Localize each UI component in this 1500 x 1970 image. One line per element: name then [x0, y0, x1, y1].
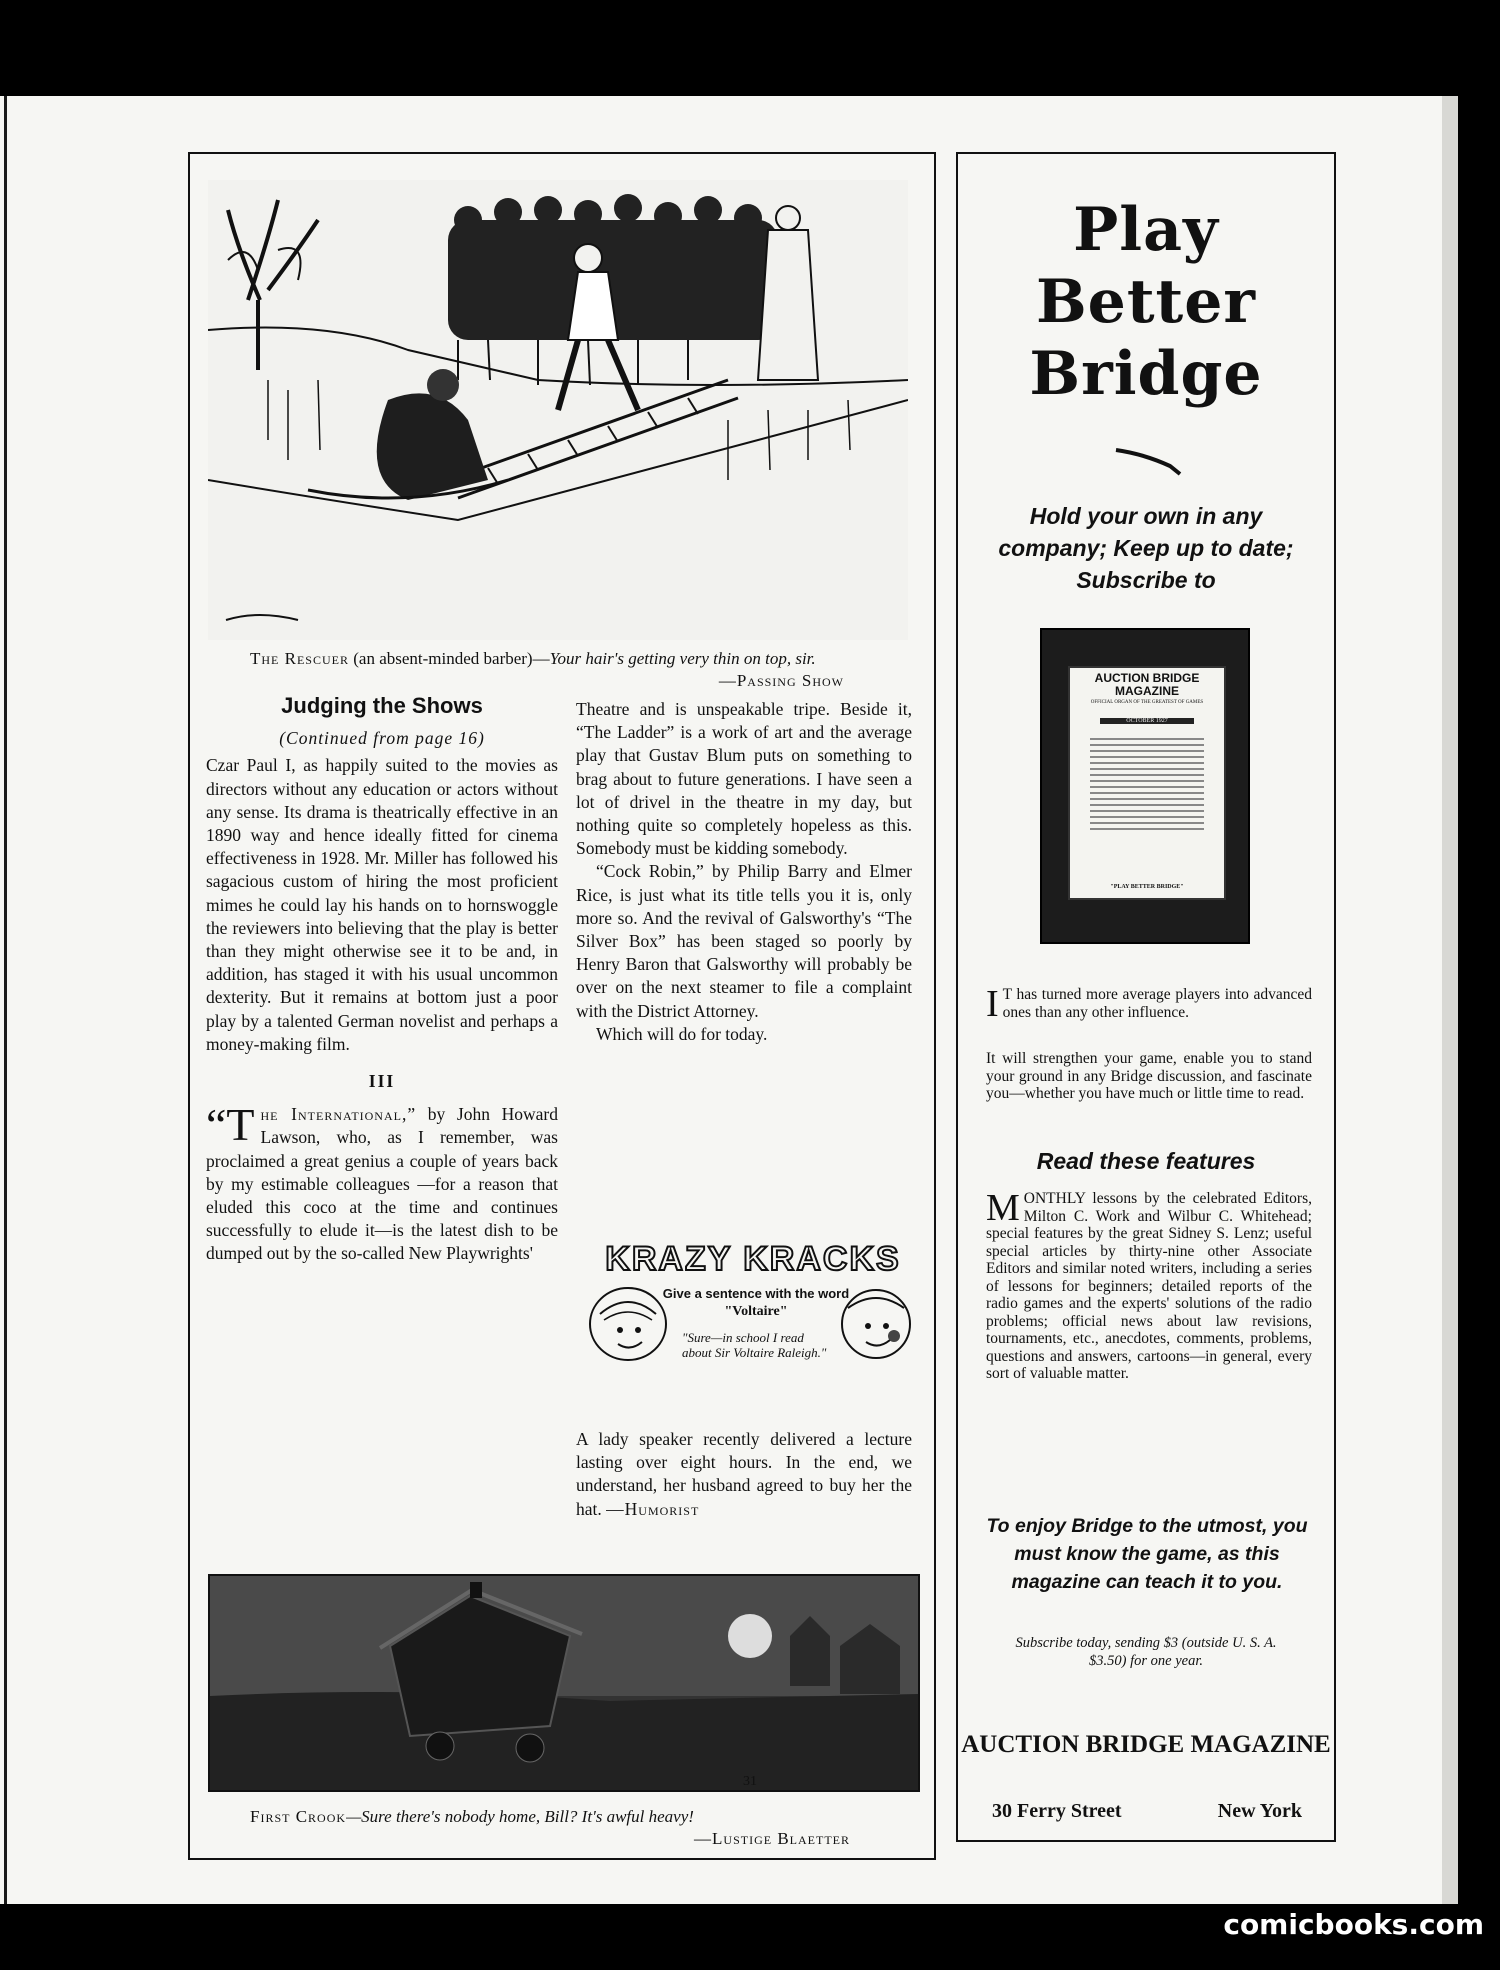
joke-text: A lady speaker recently delivered a lecture lasting over eight hours. In the end, we understand, her husband agreed to buy her the hat. [576, 1429, 912, 1519]
publisher-address [992, 1800, 1302, 1823]
caption-speaker: The Rescuer [250, 649, 349, 668]
article-title: Judging the Shows [281, 693, 483, 718]
krazy-kracks-title: KRAZY KRACKS [605, 1240, 901, 1278]
watermark: comicbooks.com [1223, 1908, 1484, 1941]
article-paragraph: Which will do for today. [596, 1023, 768, 1044]
publisher-name: AUCTION BRIDGE MAGAZINE [961, 1731, 1331, 1758]
paragraph-body: by John Howard Lawson, who, as I remember, was proclaimed a great genius a couple of years back by my estimable colleagues —for a reason that eluded this coco at the time and continues successfully to elude it—is the latest dish to be dumped out by the so-called New Playwrights' [206, 1104, 559, 1264]
caption-source: —Passing Show [718, 671, 844, 690]
crook-illustration [210, 1576, 918, 1790]
ad-headline-line: Better [1035, 267, 1257, 337]
article-paragraph: Czar Paul I, as happily suited to the movies as directors without any education or actors without any sense. Its drama is theatrically effective in an 1890 way and hence ideally fitted for cinema effectiveness in 1928. Mr. Miller has followed his sagacious custom of hiring the most proficient mimes he could lay his hands on to hornswoggle the reviewers into believing that the play is better than they might otherwise see it to be and, in addition, has staged it with his usual uncommon dexterity. But it remains at bottom just a poor play by a talented German novelist and perhaps a money-making film. [206, 755, 558, 1054]
caption-quote: —Sure there's nobody home, Bill? It's awful heavy! [346, 1807, 694, 1826]
paragraph-body: T has turned more average players into advanced ones than any other influence. [1002, 986, 1312, 1021]
ad-headline-line: Play [1073, 195, 1219, 265]
ad-headline-line: Bridge [1029, 339, 1263, 409]
crook-caption [250, 1806, 890, 1848]
magazine-page [14, 96, 1442, 1904]
section-number: III [368, 1071, 396, 1092]
cover-contents-list [1084, 734, 1210, 874]
magazine-cover-image [1040, 628, 1250, 944]
crook-cartoon [208, 1574, 920, 1792]
cover-date: OCTOBER 1927 [1100, 718, 1194, 724]
bridge-advertisement-frame [956, 152, 1336, 1842]
play-title: he International,” [260, 1104, 417, 1125]
drop-cap: M [986, 1187, 1020, 1229]
ad-headline [958, 194, 1334, 410]
drop-cap: I [986, 983, 999, 1025]
bridge-advertisement [958, 154, 1334, 1840]
rescuer-illustration [208, 180, 908, 640]
address-street: 30 Ferry Street [992, 1800, 1122, 1822]
ad-tagline: Hold your own in any company; Keep up to date; Subscribe to [998, 503, 1294, 593]
ad-paragraph [986, 983, 1312, 1025]
features-heading: Read these features [1036, 1148, 1256, 1174]
krazy-kracks-prompt: Give a sentence with the word [662, 1286, 850, 1301]
caption-quote: Your hair's getting very thin on top, sir. [549, 649, 816, 668]
rescuer-caption [250, 648, 880, 692]
krazy-kracks-word: "Voltaire" [724, 1304, 788, 1319]
previous-page-edge [0, 96, 14, 1904]
subscription-offer: Subscribe today, sending $3 (outside U. S. A. $3.50) for one year. [1015, 1635, 1277, 1669]
caption-source: —Lustige Blaetter [694, 1829, 850, 1848]
article-paragraph: “Cock Robin,” by Philip Barry and Elmer Rice, is just what its title tells you it is, only more so. And the revival of Galsworthy's “The Silver Box” has been staged so poorly by Henry Baron that Galsworthy will probably be over on the next steamer to file a complaint with the District Attorney. [576, 861, 912, 1021]
rescuer-cartoon [208, 180, 908, 640]
paragraph-body: ONTHLY lessons by the celebrated Editors, Milton C. Work and Wilbur C. Whitehead; special features by the great Sidney S. Lenz; useful special articles by thirty-nine other Associate Editors and similar noted writers, including a series of lessons for beginners; detailed reports of the radio games and the experts' solutions of the radio problems; official news about law revisions, tournaments, etc., anecdotes, comments, problems, questions and answers, cartoons—in general, every sort of valuable matter. [986, 1190, 1312, 1382]
drop-cap: “T [206, 1099, 255, 1151]
swash-ornament [1114, 444, 1184, 478]
ad-paragraph: It will strengthen your game, enable you to stand your ground in any Bridge discussion, and fascinate you—whether you have much or little time to read. [986, 1050, 1312, 1102]
article-column-2 [576, 698, 912, 1046]
caption-speaker: First Crook [250, 1807, 347, 1826]
cover-title: AUCTION BRIDGE MAGAZINE [1094, 671, 1200, 698]
page-number: 31 [743, 1774, 757, 1789]
krazy-kracks-answer: "Sure—in school I read about Sir Voltaire Raleigh." [682, 1330, 827, 1360]
magazine-cover-panel [1068, 666, 1226, 900]
article-paragraph: Theatre and is unspeakable tripe. Beside it, “The Ladder” is a work of art and the average play that Gustav Blum puts on something to brag about to future generations. I have seen a lot of drivel in the theatre in my day, but nothing quite so completely hopeless as this. Somebody must be kidding somebody. [576, 699, 912, 859]
editorial-column-frame [188, 152, 936, 1860]
article-paragraph [206, 1099, 559, 1265]
humorist-joke [576, 1428, 912, 1521]
krazy-kracks-panel [586, 1240, 920, 1390]
cover-footer: "PLAY BETTER BRIDGE" [1110, 884, 1184, 890]
continued-note: (Continued from page 16) [279, 728, 485, 749]
page-edge-shadow [1442, 96, 1458, 1904]
caption-description: (an absent-minded barber)— [353, 649, 550, 668]
article-column-1 [206, 694, 558, 1266]
cover-subtitle: OFFICIAL ORGAN OF THE GREATEST OF GAMES [1090, 700, 1204, 705]
ad-paragraph [986, 1187, 1312, 1383]
ad-closing-statement: To enjoy Bridge to the utmost, you must know the game, as this magazine can teach it to you. [986, 1515, 1308, 1593]
joke-source: —Humorist [606, 1498, 700, 1519]
address-city: New York [1217, 1800, 1302, 1822]
